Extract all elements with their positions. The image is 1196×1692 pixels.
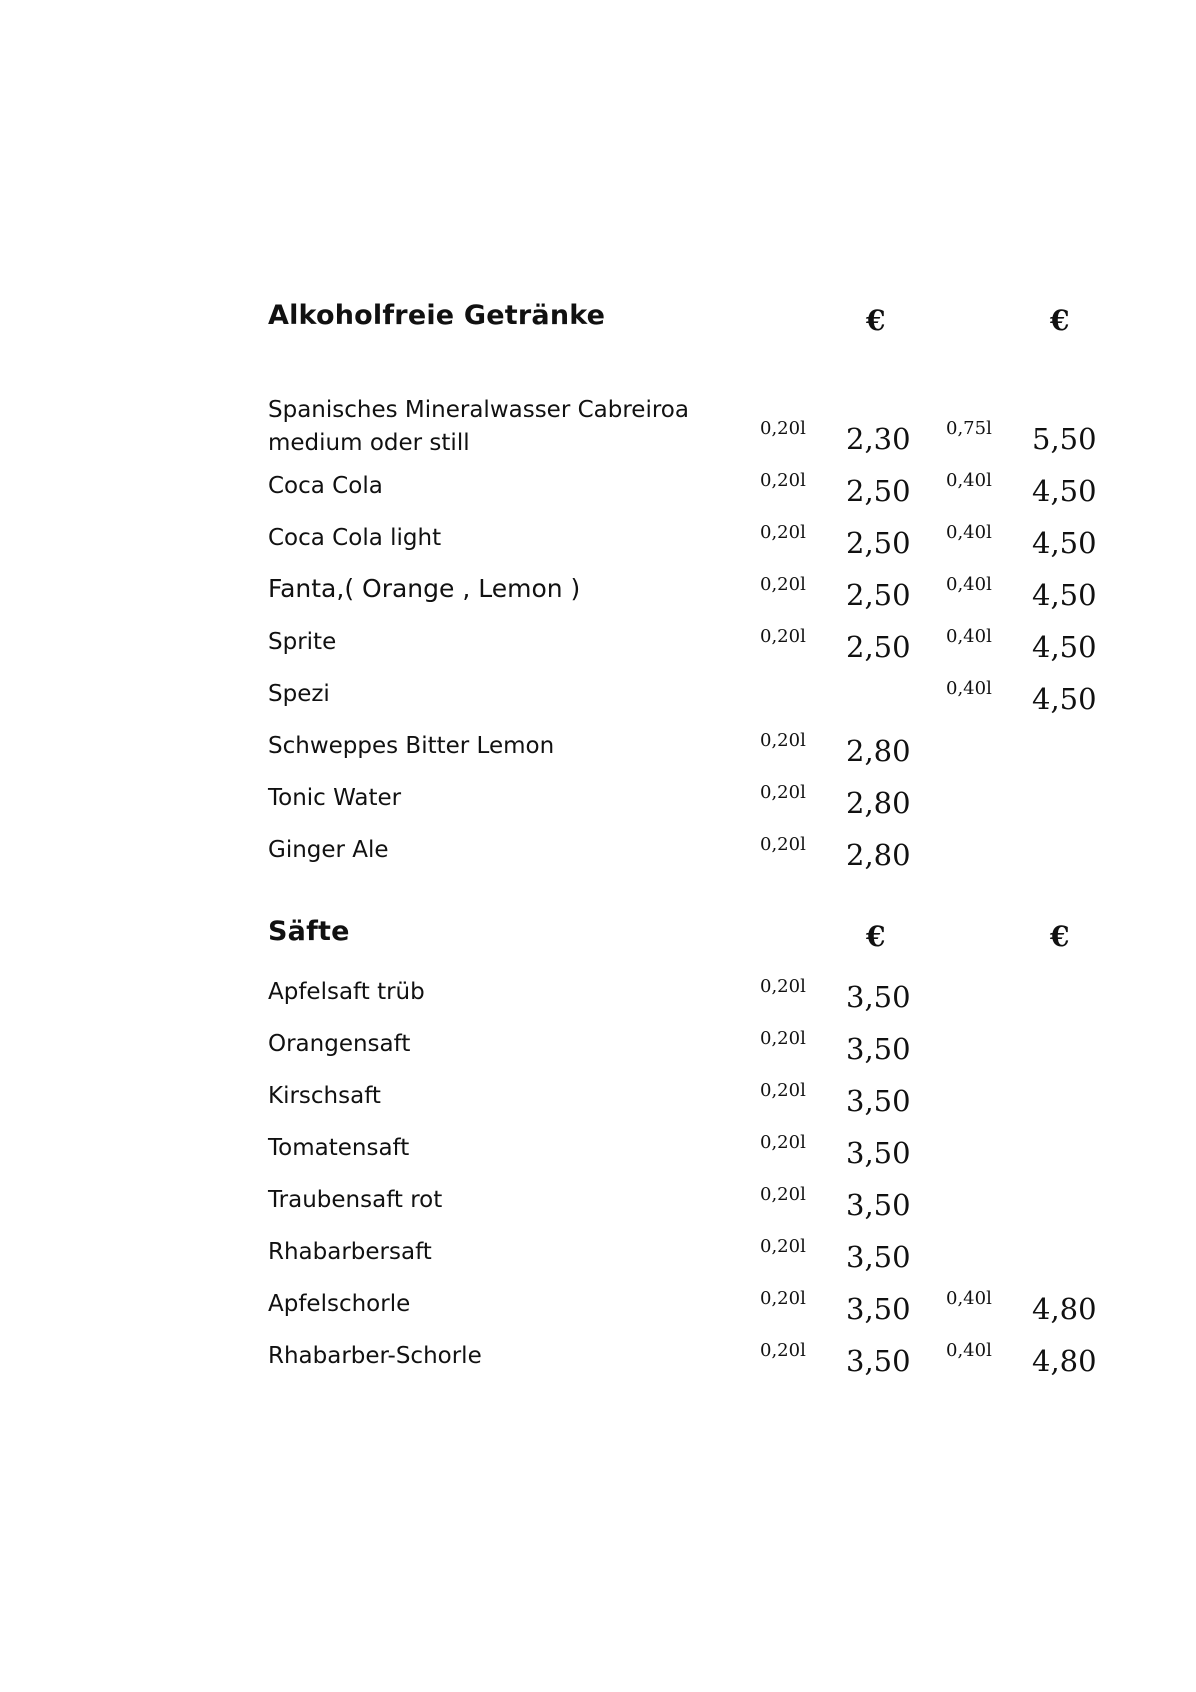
volume-large: 0,40l	[946, 1288, 992, 1309]
item-name: Sprite	[268, 629, 337, 655]
price-small: 3,50	[846, 1344, 911, 1378]
volume-large: 0,40l	[946, 626, 992, 647]
volume-small: 0,20l	[760, 1132, 806, 1153]
currency-symbol-small: €	[866, 304, 886, 337]
price-large: 4,80	[1032, 1344, 1097, 1378]
volume-small: 0,20l	[760, 1028, 806, 1049]
menu-item	[268, 672, 1108, 724]
section-header	[268, 916, 1108, 956]
currency-symbol-large: €	[1050, 920, 1070, 953]
price-large: 4,50	[1032, 474, 1097, 508]
price-small: 3,50	[846, 1292, 911, 1326]
item-name: Ginger Ale	[268, 837, 389, 863]
volume-small: 0,20l	[760, 574, 806, 595]
volume-small: 0,20l	[760, 730, 806, 751]
price-small: 3,50	[846, 1188, 911, 1222]
price-small: 3,50	[846, 980, 911, 1014]
item-name: Apfelsaft trüb	[268, 979, 425, 1005]
price-small: 2,50	[846, 526, 911, 560]
volume-small: 0,20l	[760, 1184, 806, 1205]
item-name: Kirschsaft	[268, 1083, 381, 1109]
volume-large: 0,40l	[946, 678, 992, 699]
item-name: Orangensaft	[268, 1031, 411, 1057]
price-large: 4,50	[1032, 578, 1097, 612]
item-name: Tonic Water	[268, 785, 402, 811]
price-small: 2,50	[846, 630, 911, 664]
drinks-menu	[268, 300, 1108, 1386]
volume-small: 0,20l	[760, 470, 806, 491]
section-soft-drinks	[268, 300, 1108, 880]
price-small: 3,50	[846, 1240, 911, 1274]
menu-item	[268, 1230, 1108, 1282]
currency-symbol-small: €	[866, 920, 886, 953]
price-small: 3,50	[846, 1084, 911, 1118]
price-large: 4,50	[1032, 630, 1097, 664]
section-header	[268, 300, 1108, 340]
menu-item	[268, 568, 1108, 620]
item-name-line: medium oder still	[268, 430, 470, 456]
item-name	[268, 394, 738, 460]
item-name: Apfelschorle	[268, 1291, 411, 1317]
menu-item	[268, 1178, 1108, 1230]
volume-small: 0,20l	[760, 782, 806, 803]
item-name: Rhabarbersaft	[268, 1239, 432, 1265]
item-name: Spezi	[268, 681, 330, 707]
section-title: Alkoholfreie Getränke	[268, 300, 606, 331]
volume-large: 0,40l	[946, 1340, 992, 1361]
menu-item	[268, 1282, 1108, 1334]
price-small: 2,80	[846, 838, 911, 872]
price-small: 2,30	[846, 422, 911, 456]
menu-item	[268, 620, 1108, 672]
volume-small: 0,20l	[760, 976, 806, 997]
menu-item	[268, 1334, 1108, 1386]
item-name-line: Spanisches Mineralwasser Cabreiroa	[268, 397, 689, 423]
volume-large: 0,40l	[946, 574, 992, 595]
volume-small: 0,20l	[760, 626, 806, 647]
volume-small: 0,20l	[760, 522, 806, 543]
price-small: 3,50	[846, 1136, 911, 1170]
price-large: 4,50	[1032, 526, 1097, 560]
menu-item	[268, 1126, 1108, 1178]
menu-item	[268, 1074, 1108, 1126]
price-small: 2,50	[846, 474, 911, 508]
currency-symbol-large: €	[1050, 304, 1070, 337]
price-large: 5,50	[1032, 422, 1097, 456]
price-small: 2,80	[846, 786, 911, 820]
menu-item	[268, 516, 1108, 568]
section-juices	[268, 916, 1108, 1386]
price-large: 4,50	[1032, 682, 1097, 716]
menu-item	[268, 464, 1108, 516]
price-small: 2,80	[846, 734, 911, 768]
menu-item	[268, 1022, 1108, 1074]
volume-small: 0,20l	[760, 1236, 806, 1257]
menu-item	[268, 724, 1108, 776]
item-name: Coca Cola light	[268, 525, 442, 551]
price-small: 2,50	[846, 578, 911, 612]
menu-item	[268, 388, 1108, 464]
item-name: Rhabarber-Schorle	[268, 1343, 482, 1369]
volume-small: 0,20l	[760, 1080, 806, 1101]
volume-small: 0,20l	[760, 418, 806, 439]
volume-large: 0,40l	[946, 470, 992, 491]
volume-large: 0,40l	[946, 522, 992, 543]
item-name: Traubensaft rot	[268, 1187, 443, 1213]
item-name: Tomatensaft	[268, 1135, 410, 1161]
menu-item	[268, 828, 1108, 880]
section-title: Säfte	[268, 916, 350, 947]
volume-small: 0,20l	[760, 1340, 806, 1361]
price-small: 3,50	[846, 1032, 911, 1066]
item-name: Schweppes Bitter Lemon	[268, 733, 555, 759]
menu-item	[268, 970, 1108, 1022]
price-large: 4,80	[1032, 1292, 1097, 1326]
volume-small: 0,20l	[760, 1288, 806, 1309]
volume-large: 0,75l	[946, 418, 992, 439]
menu-item	[268, 776, 1108, 828]
volume-small: 0,20l	[760, 834, 806, 855]
item-name: Coca Cola	[268, 473, 383, 499]
item-name: Fanta,( Orange , Lemon )	[268, 574, 581, 603]
